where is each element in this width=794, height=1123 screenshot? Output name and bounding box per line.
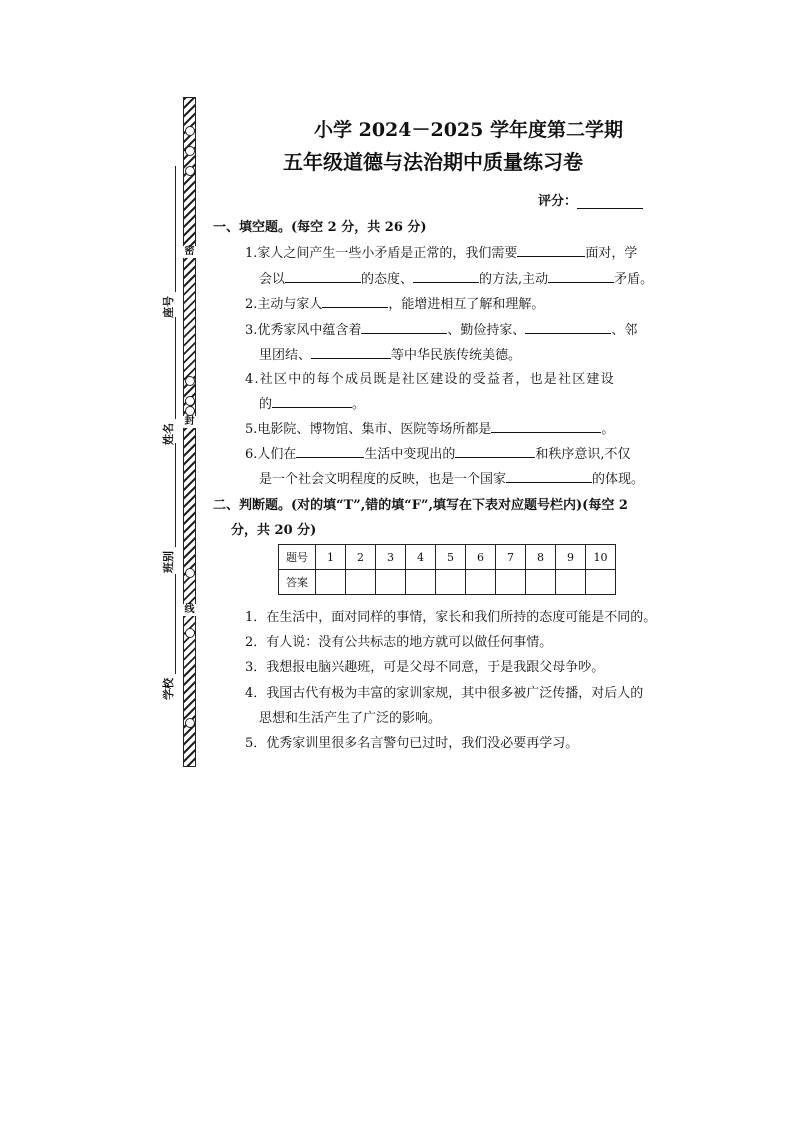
q4-text-c: 。 xyxy=(352,397,366,412)
seat-label: 座号 xyxy=(162,296,175,318)
number-row-label: 题号 xyxy=(279,545,316,570)
name-label: 姓名 xyxy=(162,423,175,445)
q6-text-a: 6.人们在 xyxy=(245,447,297,462)
q3-blank1[interactable] xyxy=(361,321,447,334)
answer-table-answer-row xyxy=(279,570,616,595)
number-cell: 4 xyxy=(406,545,436,570)
q3-blank3[interactable] xyxy=(311,346,391,359)
answer-cell[interactable] xyxy=(526,570,556,595)
number-cell: 8 xyxy=(526,545,556,570)
q3-text-e: 等中华民族传统美德。 xyxy=(391,348,522,363)
q2-text-a: 2.主动与家人 xyxy=(245,297,323,312)
class-input-line[interactable] xyxy=(175,443,176,547)
strip-word-mi: 密 xyxy=(184,246,195,257)
q1-blank2[interactable] xyxy=(285,270,361,283)
answer-cell[interactable] xyxy=(586,570,616,595)
q6-text-b: 生活中变现出的 xyxy=(364,447,456,462)
binding-hole xyxy=(185,406,195,416)
binding-hole xyxy=(185,628,195,638)
q6-blank3[interactable] xyxy=(506,470,592,483)
q5-blank1[interactable] xyxy=(491,420,601,433)
q3-text-d: 里团结、 xyxy=(259,348,312,363)
q4-line2 xyxy=(259,393,365,412)
score-field xyxy=(538,190,643,209)
q1-text-f: 矛盾。 xyxy=(614,272,654,287)
tf-item-5: 5．优秀家训里很多名言警句已过时，我们没必要再学习。 xyxy=(245,736,579,751)
q3-line2 xyxy=(259,344,521,363)
binding-hole xyxy=(185,568,195,578)
number-cell: 10 xyxy=(586,545,616,570)
answer-cell[interactable] xyxy=(466,570,496,595)
q1-text-a: 1.家人之间产生一些小矛盾是正常的，我们需要 xyxy=(245,246,518,261)
number-cell: 2 xyxy=(346,545,376,570)
q1-text-d: 的态度、 xyxy=(361,272,414,287)
q2-line xyxy=(245,293,544,312)
q1-text-e: 的方法,主动 xyxy=(479,272,549,287)
q1-text-b: 面对，学 xyxy=(585,246,638,261)
q2-blank1[interactable] xyxy=(322,295,388,308)
section2-heading-line2: 分，共 20 分) xyxy=(231,523,317,538)
tf-item-4-line1: 4．我国古代有极为丰富的家训家规，其中很多被广泛传播，对后人的 xyxy=(245,686,644,701)
q3-text-b: 、勤俭持家、 xyxy=(447,323,526,338)
q1-blank4[interactable] xyxy=(548,270,614,283)
q3-text-a: 3.优秀家风中蕴含着 xyxy=(245,323,362,338)
answer-row-label: 答案 xyxy=(279,570,316,595)
q1-blank3[interactable] xyxy=(413,270,479,283)
tf-item-3: 3．我想报电脑兴趣班，可是父母不同意，于是我跟父母争吵。 xyxy=(245,660,605,675)
school-field xyxy=(160,574,176,700)
q3-blank2[interactable] xyxy=(525,321,611,334)
section1-heading: 一、填空题。(每空 2 分，共 26 分) xyxy=(213,220,427,235)
seat-input-line[interactable] xyxy=(175,166,176,292)
tf-item-2: 2．有人说：没有公共标志的地方就可以做任何事情。 xyxy=(245,635,553,650)
answer-cell[interactable] xyxy=(556,570,586,595)
tf-item-1: 1．在生活中，面对同样的事情，家长和我们所持的态度可能是不同的。 xyxy=(245,610,657,625)
number-cell: 6 xyxy=(466,545,496,570)
q6-text-c: 和秩序意识,不仅 xyxy=(535,447,631,462)
answer-table xyxy=(278,544,616,595)
binding-hole xyxy=(185,146,195,156)
number-cell: 9 xyxy=(556,545,586,570)
binding-hole xyxy=(185,396,195,406)
exam-title-line1: 小学 2024－2025 学年度第二学期 xyxy=(314,119,623,141)
exam-title-line2: 五年级道德与法治期中质量练习卷 xyxy=(283,150,583,174)
school-label: 学校 xyxy=(162,678,175,700)
number-cell: 1 xyxy=(316,545,346,570)
q5-text-a: 5.电影院、博物馆、集市、医院等场所都是 xyxy=(245,422,492,437)
binding-hole xyxy=(185,166,195,176)
answer-cell[interactable] xyxy=(376,570,406,595)
score-label: 评分： xyxy=(538,194,578,209)
number-cell: 7 xyxy=(496,545,526,570)
q5-line xyxy=(245,418,614,437)
school-input-line[interactable] xyxy=(175,574,176,674)
q3-line1 xyxy=(245,319,637,338)
answer-cell[interactable] xyxy=(316,570,346,595)
q6-blank2[interactable] xyxy=(455,445,535,458)
answer-cell[interactable] xyxy=(346,570,376,595)
q1-text-c: 会以 xyxy=(259,272,286,287)
answer-cell[interactable] xyxy=(436,570,466,595)
q3-text-c: 、邻 xyxy=(611,323,638,338)
strip-word-xian: 线 xyxy=(184,604,195,615)
seat-field xyxy=(160,166,176,318)
name-field xyxy=(160,317,176,445)
q6-line2 xyxy=(259,468,644,487)
binding-hole xyxy=(185,376,195,386)
q4-blank1[interactable] xyxy=(272,395,352,408)
q4-text-b: 的 xyxy=(259,397,273,412)
class-label: 班别 xyxy=(162,551,175,573)
q2-text-b: ，能增进相互了解和理解。 xyxy=(388,297,545,312)
section2-heading-line1: 二、判断题。(对的填“T”,错的填“F”,填写在下表对应题号栏内)(每空 2 xyxy=(213,498,628,513)
binding-strip xyxy=(183,97,196,767)
number-cell: 5 xyxy=(436,545,466,570)
q1-blank1[interactable] xyxy=(517,244,585,257)
name-input-line[interactable] xyxy=(175,317,176,419)
class-field xyxy=(160,443,176,573)
q6-blank1[interactable] xyxy=(296,445,364,458)
answer-cell[interactable] xyxy=(496,570,526,595)
q6-text-d: 是一个社会文明程度的反映，也是一个国家 xyxy=(259,472,507,487)
score-blank[interactable] xyxy=(577,194,643,209)
tf-item-4-line2: 思想和生活产生了广泛的影响。 xyxy=(259,711,442,726)
answer-cell[interactable] xyxy=(406,570,436,595)
q4-text-a: 4.社区中的每个成员既是社区建设的受益者，也是社区建设 xyxy=(245,372,615,387)
q6-text-e: 的体现。 xyxy=(592,472,645,487)
q1-line2 xyxy=(259,268,653,287)
q1-line1 xyxy=(245,242,637,261)
q5-text-b: 。 xyxy=(601,422,615,437)
q4-line1 xyxy=(245,368,615,387)
number-cell: 3 xyxy=(376,545,406,570)
strip-word-feng: 封 xyxy=(184,416,195,427)
answer-table-number-row xyxy=(279,545,616,570)
binding-hole xyxy=(185,126,195,136)
q6-line1 xyxy=(245,443,631,462)
binding-hole xyxy=(185,718,195,728)
